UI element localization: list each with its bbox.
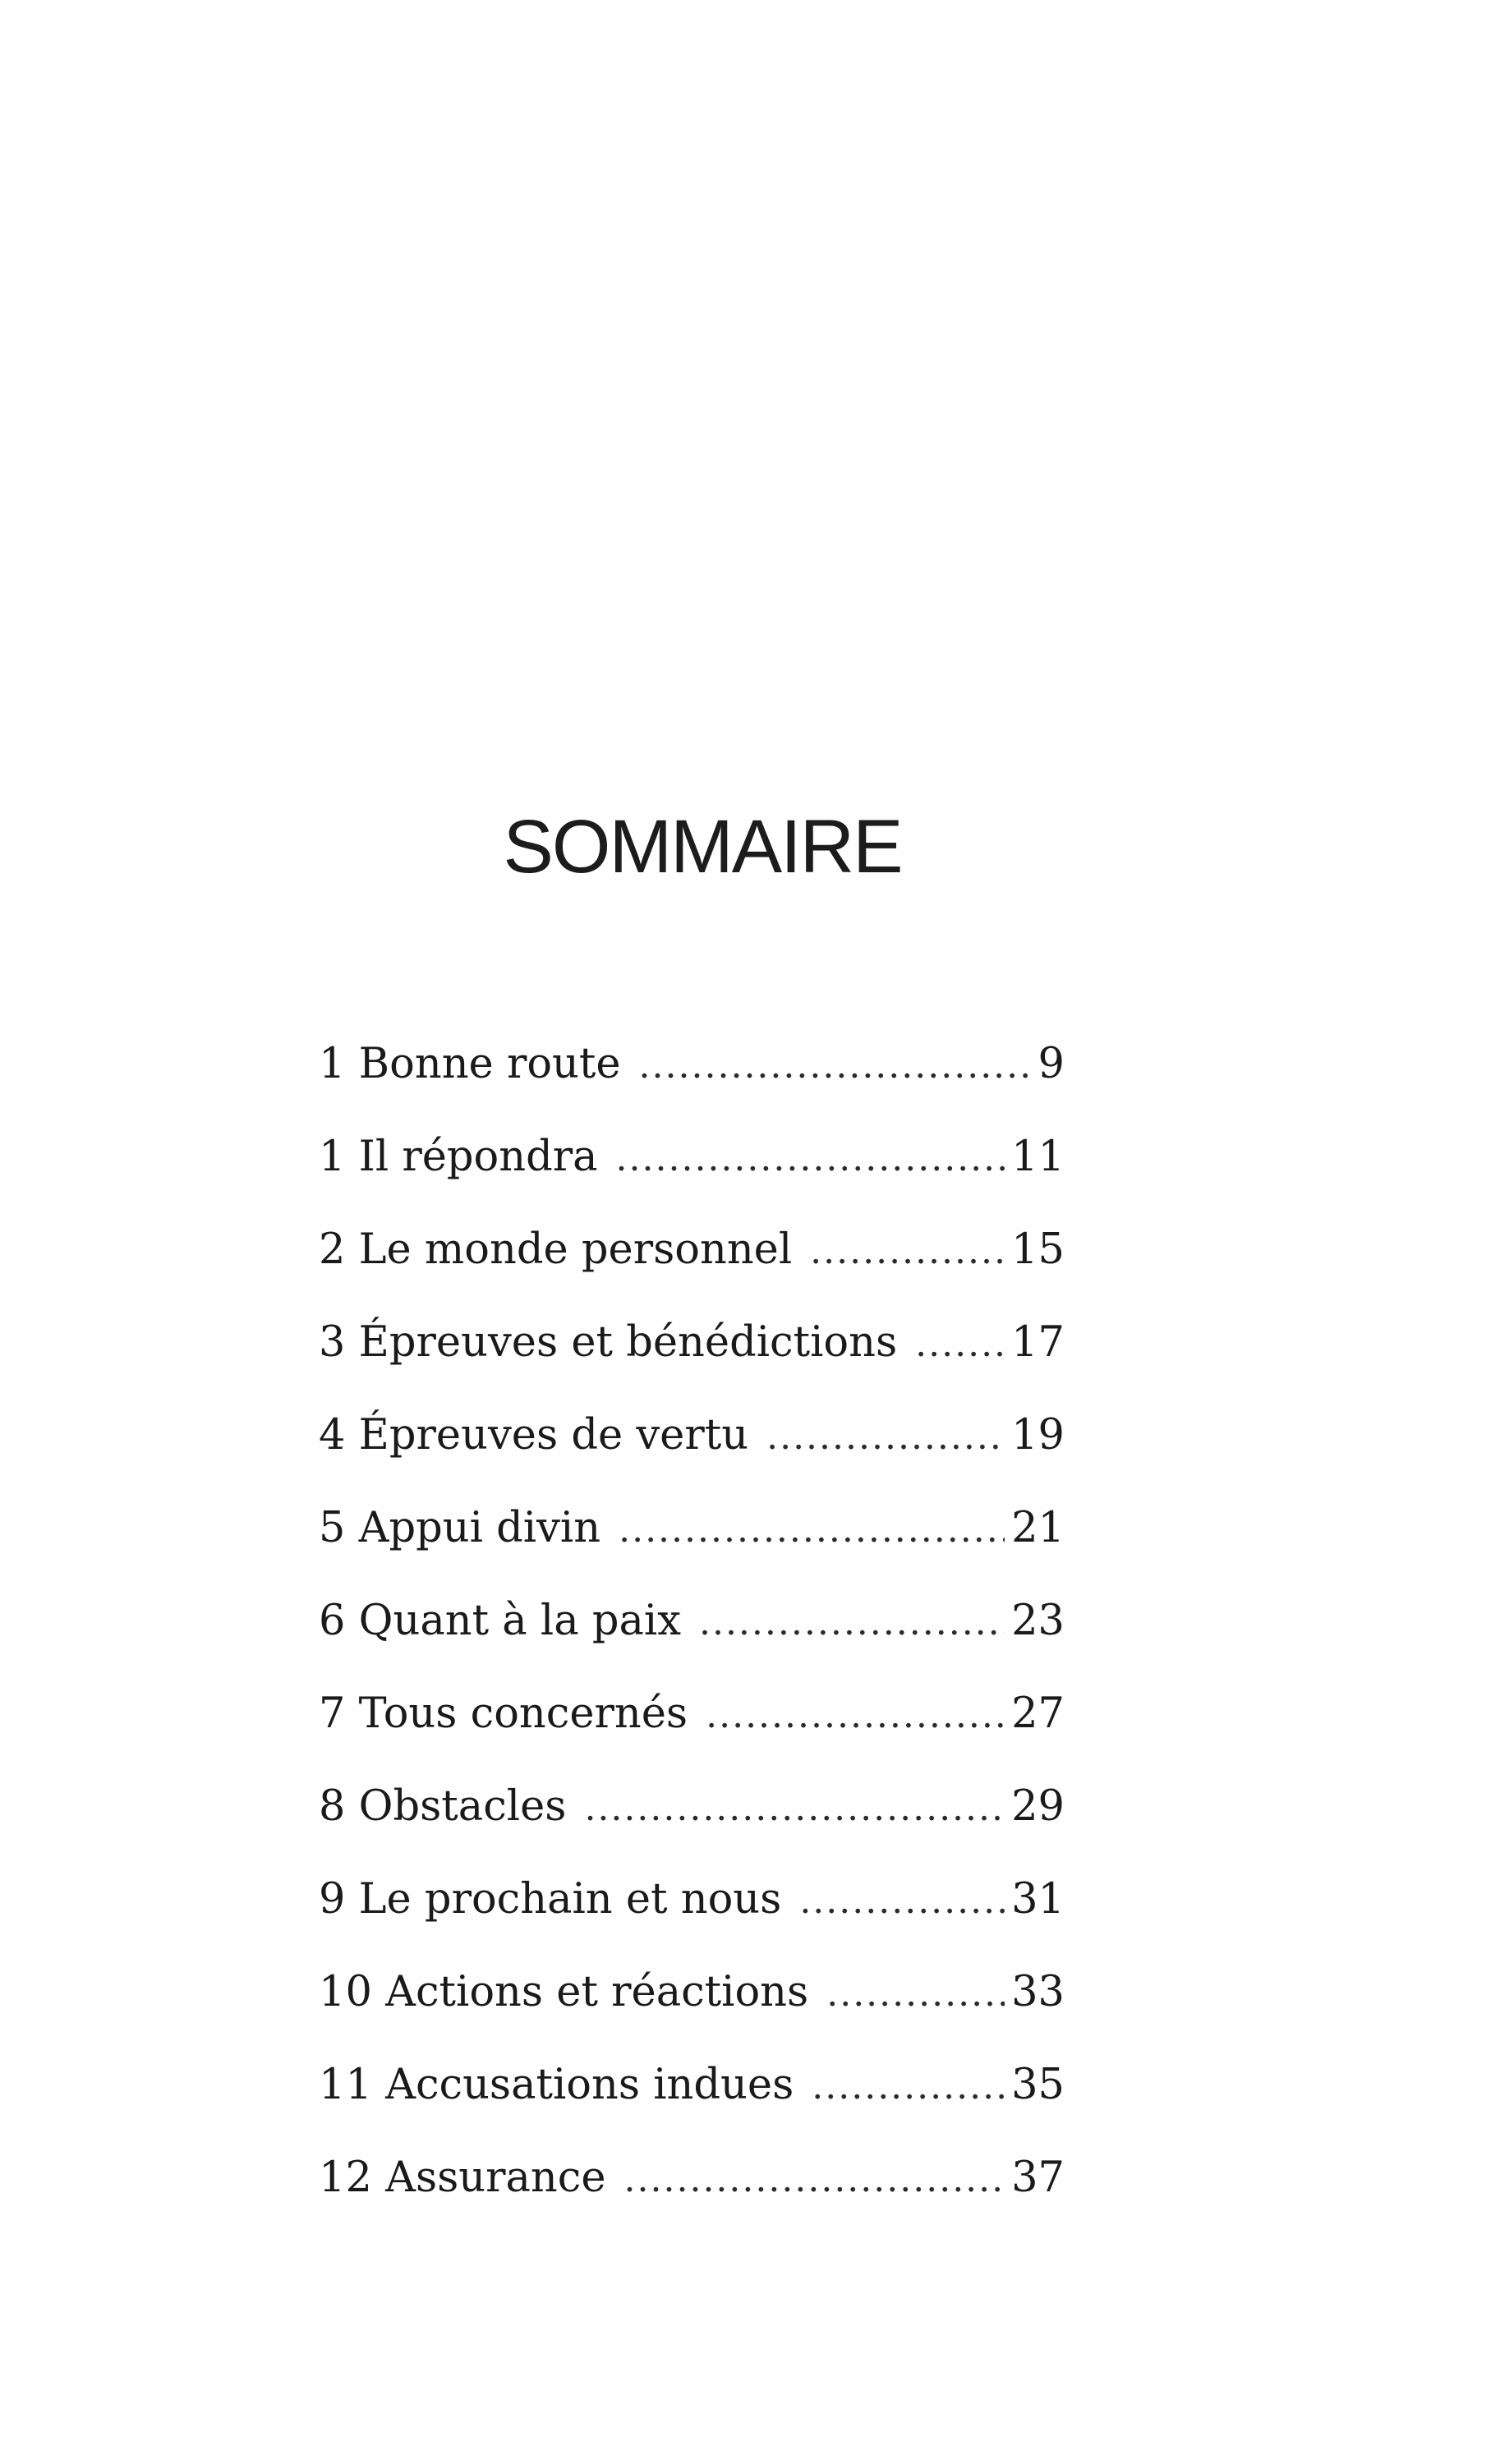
toc-entry [319, 2061, 1065, 2157]
toc-entry [319, 1504, 1065, 1600]
toc-entry-number: 5 [319, 1504, 346, 1552]
toc-entry-page: 27 [1011, 1689, 1065, 1738]
toc-entry-page: 29 [1011, 1782, 1065, 1831]
dot-leader [624, 2162, 1005, 2198]
toc-entry-number: 1 [319, 1040, 346, 1088]
toc-entry-number: 1 [319, 1133, 346, 1181]
toc-entry-number: 4 [319, 1411, 346, 1460]
page-title: SOMMAIRE [503, 805, 902, 889]
toc-entry-page: 31 [1011, 1875, 1065, 1924]
dot-leader [619, 1512, 1005, 1548]
toc-entry-label: Le monde personnel [358, 1225, 793, 1274]
toc-entry-label: Tous concernés [358, 1689, 688, 1738]
toc-entry-page: 11 [1011, 1133, 1065, 1181]
toc-entry-page: 37 [1011, 2154, 1065, 2202]
toc-entry-page: 21 [1011, 1504, 1065, 1552]
dot-leader [706, 1698, 1005, 1734]
toc-entry-page: 17 [1011, 1318, 1065, 1367]
dot-leader [915, 1326, 1005, 1363]
toc-entry-number: 2 [319, 1225, 346, 1274]
toc-entry-label: Assurance [385, 2154, 606, 2202]
toc-entry-number: 9 [319, 1875, 346, 1924]
toc-entry-label: Bonne route [358, 1040, 621, 1088]
toc-entry-page: 35 [1011, 2061, 1065, 2109]
dot-leader [699, 1605, 1005, 1641]
toc-entry-label: Accusations indues [385, 2061, 794, 2109]
toc-entry-label: Obstacles [358, 1782, 567, 1831]
toc-entry [319, 1225, 1065, 1322]
toc-entry-page: 9 [1038, 1040, 1065, 1088]
toc-entry-label: Épreuves de vertu [358, 1411, 749, 1460]
toc-entry [319, 1133, 1065, 1229]
toc-entry-number: 12 [319, 2154, 372, 2202]
dot-leader [616, 1141, 1005, 1177]
toc-entry-number: 10 [319, 1968, 372, 2016]
toc-entry-number: 6 [319, 1597, 346, 1645]
toc-entry [319, 1875, 1065, 1971]
toc-entry [319, 1411, 1065, 1507]
dot-leader [810, 1234, 1005, 1270]
dot-leader [584, 1791, 1005, 1827]
toc-entry [319, 1689, 1065, 1786]
toc-entry-page: 19 [1011, 1411, 1065, 1460]
toc-entry-label: Quant à la paix [358, 1597, 681, 1645]
toc-entry [319, 1040, 1065, 1136]
table-of-contents [319, 1040, 1065, 2250]
toc-entry-page: 33 [1011, 1968, 1065, 2016]
toc-entry-label: Appui divin [358, 1504, 601, 1552]
toc-entry-number: 8 [319, 1782, 346, 1831]
toc-entry-number: 3 [319, 1318, 346, 1367]
toc-entry [319, 1318, 1065, 1414]
toc-entry-label: Épreuves et bénédictions [358, 1318, 898, 1367]
dot-leader [799, 1883, 1005, 1919]
toc-entry-number: 11 [319, 2061, 372, 2109]
toc-entry [319, 1597, 1065, 1693]
toc-entry-label: Il répondra [358, 1133, 598, 1181]
dot-leader [639, 1048, 1032, 1084]
toc-entry-page: 15 [1011, 1225, 1065, 1274]
toc-entry-number: 7 [319, 1689, 346, 1738]
toc-entry [319, 1782, 1065, 1878]
toc-entry-label: Le prochain et nous [358, 1875, 782, 1924]
dot-leader [826, 1976, 1005, 2012]
toc-entry [319, 1968, 1065, 2064]
dot-leader [812, 2069, 1005, 2105]
toc-entry-page: 23 [1011, 1597, 1065, 1645]
toc-entry-label: Actions et réactions [385, 1968, 809, 2016]
toc-entry [319, 2154, 1065, 2250]
dot-leader [766, 1419, 1005, 1455]
